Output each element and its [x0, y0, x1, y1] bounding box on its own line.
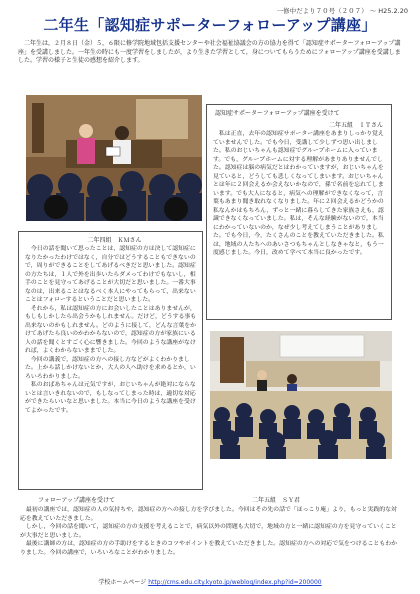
- bottom-essay-author: 二年五組 ＳＹ君: [252, 497, 301, 504]
- essay-author: 二年四組 ＫＭさん: [87, 237, 142, 244]
- footer: [0, 577, 420, 586]
- essay-box-km: [18, 231, 203, 490]
- essay-author: 二年五組 ＩＴさん: [328, 122, 383, 129]
- bottom-essay-title: フォローアップ講座を受けて: [38, 497, 115, 504]
- issue-line: 一修中だより７０号（２０７） ～ H25.2.20: [276, 7, 408, 15]
- school-homepage-link[interactable]: http://cms.edu.city.kyoto.jp/weblog/index.php?id=200000: [148, 579, 322, 586]
- essay-text: 私は正直，去年の認知症サポーター講座をあまりしっかり覚えていませんでした。でも今日，受講して少しずつ思い出しました。私のおじいちゃんも認知症でグループホームに入っています。でも，グループホームに対する理解があまりありませんでした。認知症は脳の病気だとはわかっていますが，おじいちゃんを見ていると，どうしても悲しくなってしまいます。おじいちゃんとは年に２回会えるか会えないかなので，孫で名前を忘れてしまいます。でも大人になると，病気への理解ができなくなって，言葉もあまり聞き取れなくなりました。年に２回会えるかどうかの私なんかはもちろん，ずっと一緒に暮らしてきた家族さえも，認識できなくなっていました。私は，そんな経験がないので，本当にわかっていないのか，なぜ少し考えてしまうことがありました。でも今日，今，たくさんのことを教えていただきました。私は，地域の人たちへのあいさつもちゃんとしなきゃなと，もう一度感じました。今日，改めて学べて本当に良かったです。: [213, 131, 384, 256]
- bottom-essay-text: 最初の講座では，認知症の人の気持ちや，認知症の方への接し方を学びました。今回はその先の話で「ほっこり庵」より，もっと実践的な対応を教えていただきました。 しかし，今回の話を聞いて，認知症の方の支援を考えることで，病気以外の問題も大切で，地域の方と一緒に認知症の方を見守っていくことが大事だと思いました。 最後に講師の方は，認知症の方の手助けをするときのコツやポイントを教えていただきました。認知症の方への対応で気をつけることもわかりました。今回の講座で，いろいろなことがわかりました。: [20, 507, 397, 556]
- footer-label: 学校ホームページ: [98, 579, 147, 586]
- lecture-photo-gym: [210, 331, 392, 459]
- essay-text: 今日の話を聞いて思ったことは，認知症の方は決して認知症になりたかったわけではなく，自分ではどうすることもできないので，周りができることをしてあげるべきだと思いました。認知症の方たちは，１人で外を出歩いたらダメってわけでもないし，相手のことを見守ってあげることが大切だと思いました。一番大事なのは，出来ることはなるべく本人にやってもらって，出来ないことはフォローするということだと思いました。 それから，私は認知症の方にお会いしたことはありませんが，もしもしかしたら出会うかもしれません。だけど，どうする事も出来ないのかもしれません。どのように接して，どんな言葉をかけてあげたら良いのかわからないので，認知症の方が家族にいる人の話を聞くとすごく心に響きました。今回のような講座がなければ，よくわからないままでした。 今回の講義で，認知症の方への接し方などがよくわかりました。上から話しかけないとか，大人の人へ助けを求めるとか，いろいろわかりました。 私のおばあちゃんは元気ですが，おじいちゃんが絶対にならないとは言いきれないので，もしなってしまった時は，適切な対応ができたらいいなと思いました。本当に今日のような講座を受けてよかったです。: [25, 246, 197, 414]
- intro-paragraph: 二年生は，２月８日（金）５，６限に修学院地域包括支援センターや社会福祉協議会の方の協力を得て「認知症サポーターフォローアップ講座」を受講しました。一年生の時にも一度学習をしましたが，より生きた学習として，身についてもらうためにフォローアップ講座を受講しました。学習の様子と生徒の感想を紹介します。: [18, 40, 401, 65]
- essay-box-it: [206, 104, 392, 320]
- page-title: 二年生「認知症サポーターフォローアップ講座」: [43, 16, 377, 34]
- lecture-photo-stage: [26, 95, 202, 221]
- essay-title: 認知症サポーターフォローアップ講座を受けて: [215, 110, 340, 117]
